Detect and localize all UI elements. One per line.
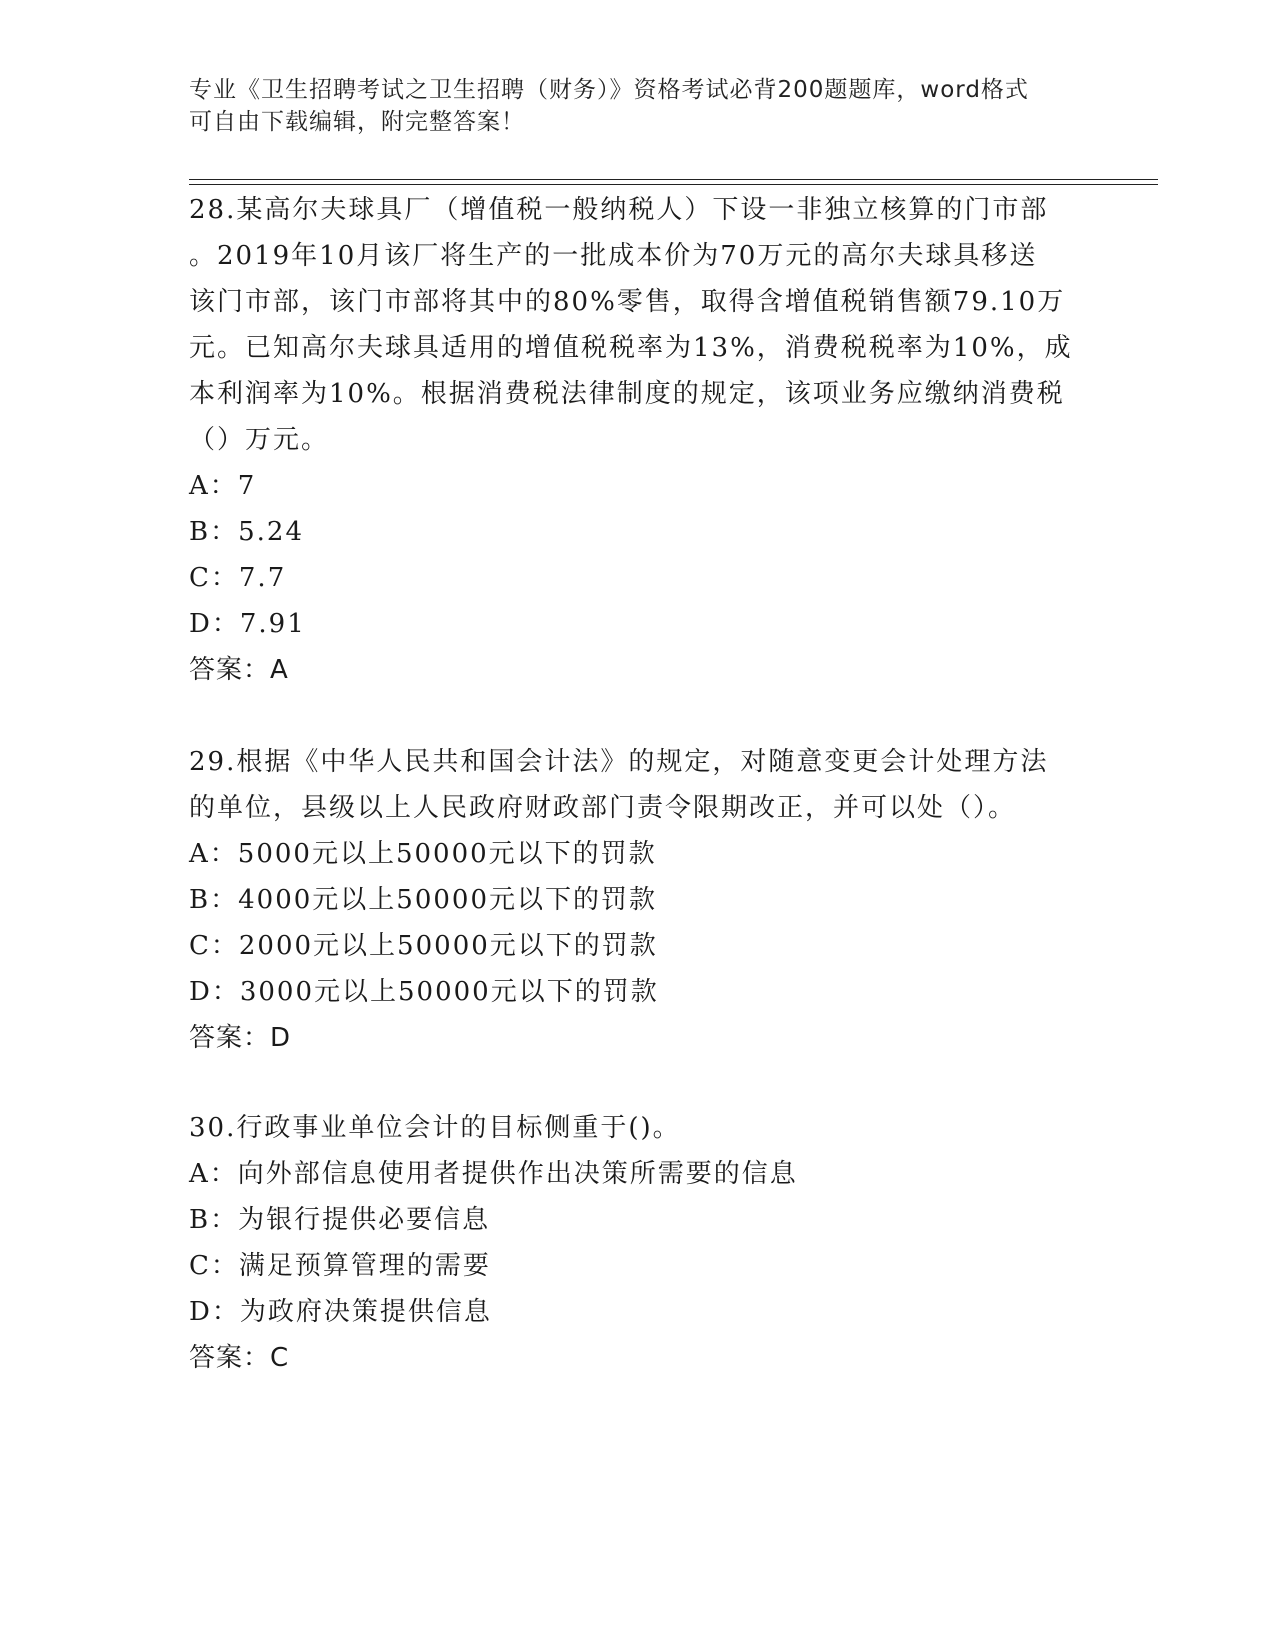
question-29 <box>189 739 1089 1061</box>
option-b: B：5.24 <box>189 517 304 547</box>
answer-line: 答案：D <box>189 1023 292 1053</box>
question-stem-line: 28.某高尔夫球具厂（增值税一般纳税人）下设一非独立核算的门市部 <box>189 195 1049 225</box>
question-28 <box>189 187 1089 693</box>
option-a: A：向外部信息使用者提供作出决策所需要的信息 <box>189 1159 798 1189</box>
header-line-2: 可自由下载编辑，附完整答案！ <box>189 109 525 135</box>
option-c: C：7.7 <box>189 563 287 593</box>
header-divider-top <box>189 179 1158 180</box>
question-stem-line: 元。已知高尔夫球具适用的增值税税率为13%，消费税税率为10%，成 <box>189 333 1073 363</box>
option-b: B：为银行提供必要信息 <box>189 1205 491 1235</box>
question-stem-line: 29.根据《中华人民共和国会计法》的规定，对随意变更会计处理方法 <box>189 747 1049 777</box>
question-stem-line: 的单位，县级以上人民政府财政部门责令限期改正，并可以处（）。 <box>189 793 1017 823</box>
question-stem-line: 30.行政事业单位会计的目标侧重于()。 <box>189 1113 681 1143</box>
answer-line: 答案：C <box>189 1343 290 1373</box>
question-spacer <box>189 693 1089 739</box>
question-stem-line: （）万元。 <box>189 425 330 455</box>
option-d: D：为政府决策提供信息 <box>189 1297 492 1327</box>
header-divider-bottom <box>189 184 1158 185</box>
question-stem-line: 该门市部，该门市部将其中的80%零售，取得含增值税销售额79.10万 <box>189 287 1066 317</box>
answer-line: 答案：A <box>189 655 289 685</box>
option-a: A：5000元以上50000元以下的罚款 <box>189 839 657 869</box>
question-30 <box>189 1105 1089 1381</box>
question-stem-line: 。2019年10月该厂将生产的一批成本价为70万元的高尔夫球具移送 <box>189 241 1038 271</box>
option-c: C：满足预算管理的需要 <box>189 1251 491 1281</box>
question-list <box>189 187 1089 1381</box>
header-line-1: 专业《卫生招聘考试之卫生招聘（财务）》资格考试必背200题题库，word格式 <box>189 77 1029 103</box>
question-stem-line: 本利润率为10%。根据消费税法律制度的规定，该项业务应缴纳消费税 <box>189 379 1065 409</box>
option-d: D：7.91 <box>189 609 306 639</box>
option-d: D：3000元以上50000元以下的罚款 <box>189 977 659 1007</box>
document-header <box>189 74 1089 138</box>
option-c: C：2000元以上50000元以下的罚款 <box>189 931 658 961</box>
option-b: B：4000元以上50000元以下的罚款 <box>189 885 657 915</box>
question-spacer <box>189 1061 1089 1105</box>
option-a: A：7 <box>189 471 257 501</box>
